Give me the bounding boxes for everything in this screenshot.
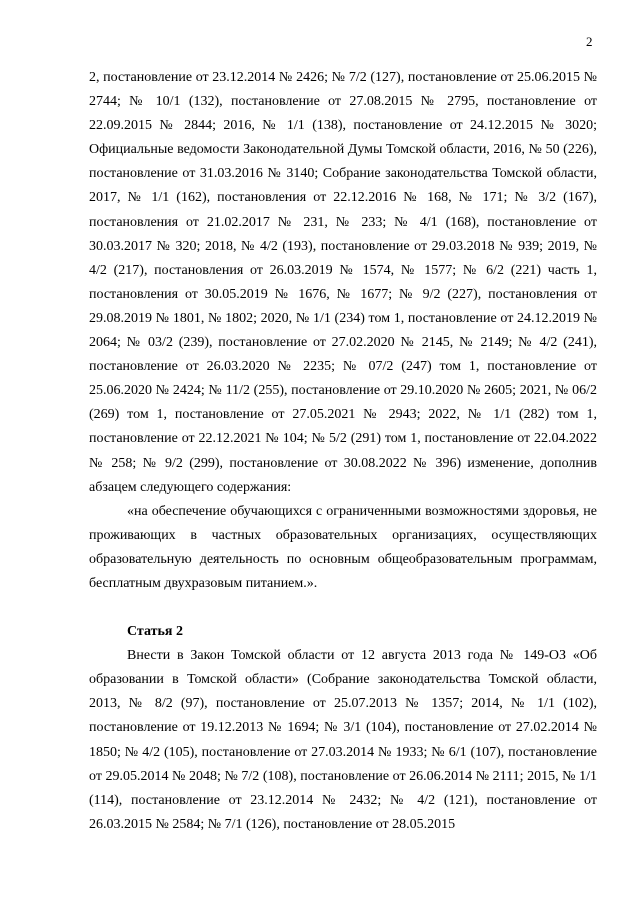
paragraph-quoted-addition: «на обеспечение обучающихся с ограниченными возможностями здоровья, не проживающих в частных образовательных организациях, осуществляющих образовательную деятельность по основным общеобразовательным программам, бесплатным двухразовым питанием.». xyxy=(89,503,597,591)
paragraph-amendment-sources: 2, постановление от 23.12.2014 № 2426; № 7/2 (127), постановление от 25.06.2015 № 2744; № 10/1 (132), постановление от 27.08.2015 № 2795, постановление от 22.09.2015 № 2844; 2016, № 1/1 (138), постановление от 24.12.2015 № 3020; Официальные ведомости Законодательной Думы Томской области, 2016, № 50 (226), постановление от 31.03.2016 № 3140; Собрание законодательства Томской области, 2017, № 1/1 (162), постановления от 22.12.2016 № 168, № 171; № 3/2 (167), постановления от 21.02.2017 № 231, № 233; № 4/1 (168), постановление от 30.03.2017 № 320; 2018, № 4/2 (193), постановление от 29.03.2018 № 939; 2019, № 4/2 (217), постановления от 26.03.2019 № 1574, № 1577; № 6/2 (221) часть 1, постановления от 30.05.2019 № 1676, № 1677; № 9/2 (227), постановления от 29.08.2019 № 1801, № 1802; 2020, № 1/1 (234) том 1, постановление от 24.12.2019 № 2064; № 03/2 (239), постановление от 27.02.2020 № 2145, № 2149; № 4/2 (241), постановление от 26.03.2020 № 2235; № 07/2 (247) том 1, постановление от 25.06.2020 № 2424; № 11/2 (255), постановление от 29.10.2020 № 2605; 2021, № 06/2 (269) том 1, постановление от 27.05.2021 № 2943; 2022, № 1/1 (282) том 1, постановление от 22.12.2021 № 104; № 5/2 (291) том 1, постановление от 22.04.2022 № 258; № 9/2 (299), постановление от 30.08.2022 № 396) изменение, дополнив абзацем следующего содержания: xyxy=(89,70,597,495)
article-heading: Статья 2 xyxy=(127,624,183,640)
page-number: 2 xyxy=(586,34,593,49)
paragraph-article-2: Внести в Закон Томской области от 12 августа 2013 года № 149-ОЗ «Об образовании в Томской области» (Собрание законодательства Томской области, 2013, № 8/2 (97), постановление от 25.07.2013 № 1357; 2014, № 1/1 (102), постановление от 19.12.2013 № 1694; № 3/1 (104), постановление от 27.02.2014 № 1850; № 4/2 (105), постановление от 27.03.2014 № 1933; № 6/1 (107), постановление от 29.05.2014 № 2048; № 7/2 (108), постановление от 26.06.2014 № 2111; 2015, № 1/1 (114), постановление от 23.12.2014 № 2432; № 4/2 (121), постановление от 26.03.2015 № 2584; № 7/1 (126), постановление от 28.05.2015 xyxy=(89,648,597,832)
document-body xyxy=(89,66,597,837)
